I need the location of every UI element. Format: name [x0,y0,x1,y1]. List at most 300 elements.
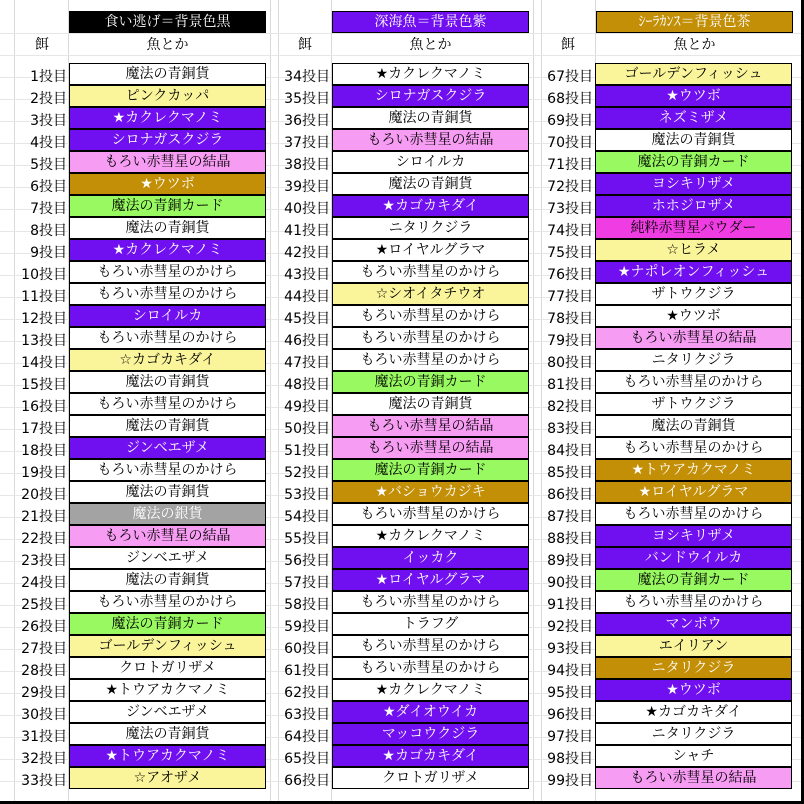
catch-cell[interactable]: ★カクレクマノミ [69,107,266,129]
throw-number: 81投目 [547,377,593,393]
catch-cell[interactable]: もろい赤彗星のかけら [332,503,529,525]
table-row [543,108,793,130]
throw-number: 21投目 [21,509,67,525]
throw-number: 60投目 [284,641,330,657]
throw-number: 92投目 [547,619,593,635]
throw-number: 37投目 [284,135,330,151]
catch-cell[interactable]: もろい赤彗星の結晶 [69,525,266,547]
throw-number: 26投目 [21,619,67,635]
table-row [543,482,793,504]
catch-cell[interactable]: 魔法の青銅貨 [69,415,266,437]
throw-number: 80投目 [547,355,593,371]
table-row [17,768,267,790]
table-row [543,526,793,548]
catch-cell[interactable]: もろい赤彗星の結晶 [595,767,792,789]
table-row [280,768,530,790]
catch-cell[interactable]: 魔法の青銅カード [595,569,792,591]
throw-number: 78投目 [547,311,593,327]
throw-number: 66投目 [284,773,330,789]
table-row [280,746,530,768]
throw-number: 72投目 [547,179,593,195]
table-row [543,592,793,614]
throw-number: 62投目 [284,685,330,701]
table-row [280,482,530,504]
table-row [543,328,793,350]
catch-cell[interactable]: ホホジロザメ [595,195,792,217]
throw-number: 87投目 [547,509,593,525]
table-row [543,284,793,306]
throw-number: 23投目 [21,553,67,569]
throw-number: 6投目 [30,179,67,195]
catch-cell[interactable]: ピンクカッパ [69,85,266,107]
table-row [280,218,530,240]
catch-cell[interactable]: ★ウツボ [69,173,266,195]
table-row [17,240,267,262]
catch-cell[interactable]: ジンベエザメ [69,547,266,569]
throw-number: 38投目 [284,157,330,173]
catch-cell[interactable]: ☆アオザメ [69,767,266,789]
catch-cell[interactable]: ニタリクジラ [332,217,529,239]
catch-cell[interactable]: ジンベエザメ [69,701,266,723]
throw-number: 27投目 [21,641,67,657]
table-row [280,658,530,680]
catch-cell[interactable]: ★トウアカクマノミ [69,745,266,767]
throw-number: 75投目 [547,245,593,261]
catch-cell[interactable]: もろい赤彗星のかけら [69,591,266,613]
table-row [280,306,530,328]
table-row [543,504,793,526]
throw-number: 4投目 [30,135,67,151]
header-fish: 魚とか [146,37,189,53]
table-row [17,746,267,768]
throw-number: 73投目 [547,201,593,217]
table-row [280,64,530,86]
table-row [17,614,267,636]
throw-number: 56投目 [284,553,330,569]
table-row [543,460,793,482]
catch-cell[interactable]: ★カクレクマノミ [69,239,266,261]
throw-number: 77投目 [547,289,593,305]
table-row [280,394,530,416]
throw-number: 12投目 [21,311,67,327]
table-row [280,262,530,284]
catch-cell[interactable]: もろい赤彗星のかけら [69,459,266,481]
catch-cell[interactable]: 魔法の青銅貨 [69,569,266,591]
catch-cell[interactable]: ★ナポレオンフィッシュ [595,261,792,283]
table-row [280,328,530,350]
header-bait: 餌 [298,37,312,53]
results-column [543,64,793,790]
table-row [17,152,267,174]
throw-number: 41投目 [284,223,330,239]
legend-coelacanth: ｼｰﾗｶﾝｽ＝背景色茶 [596,11,793,33]
grid-line [0,33,801,34]
throw-number: 43投目 [284,267,330,283]
throw-number: 61投目 [284,663,330,679]
catch-cell[interactable]: 魔法の青銅貨 [69,723,266,745]
throw-number: 3投目 [30,113,67,129]
catch-cell[interactable]: ★カクレクマノミ [332,63,529,85]
table-row [17,482,267,504]
throw-number: 29投目 [21,685,67,701]
catch-cell[interactable]: トラフグ [332,613,529,635]
catch-cell[interactable]: 魔法の青銅貨 [332,173,529,195]
throw-number: 7投目 [30,201,67,217]
throw-number: 22投目 [21,531,67,547]
table-row [280,284,530,306]
header-fish: 魚とか [673,37,716,53]
table-row [543,196,793,218]
catch-cell[interactable]: ★バショウカジキ [332,481,529,503]
catch-cell[interactable]: もろい赤彗星のかけら [332,349,529,371]
throw-number: 47投目 [284,355,330,371]
catch-cell[interactable]: ジンベエザメ [69,437,266,459]
catch-cell[interactable]: もろい赤彗星のかけら [69,327,266,349]
catch-cell[interactable]: ゴールデンフィッシュ [69,635,266,657]
throw-number: 46投目 [284,333,330,349]
catch-cell[interactable]: もろい赤彗星のかけら [332,591,529,613]
table-row [17,262,267,284]
throw-number: 9投目 [30,245,67,261]
table-row [543,350,793,372]
catch-cell[interactable]: シロイルカ [332,151,529,173]
throw-number: 65投目 [284,751,330,767]
catch-cell[interactable]: マンボウ [595,613,792,635]
catch-cell[interactable]: もろい赤彗星のかけら [69,393,266,415]
catch-cell[interactable]: ★ウツボ [595,305,792,327]
throw-number: 48投目 [284,377,330,393]
table-row [280,152,530,174]
throw-number: 30投目 [21,707,67,723]
table-row [543,86,793,108]
throw-number: 91投目 [547,597,593,613]
throw-number: 31投目 [21,729,67,745]
catch-cell[interactable]: もろい赤彗星のかけら [595,371,792,393]
throw-number: 19投目 [21,465,67,481]
table-row [543,548,793,570]
table-row [17,570,267,592]
catch-cell[interactable]: 魔法の青銅カード [595,151,792,173]
catch-cell[interactable]: 魔法の青銅貨 [69,63,266,85]
table-row [280,460,530,482]
catch-cell[interactable]: 魔法の青銅カード [332,459,529,481]
catch-cell[interactable]: マッコウクジラ [332,723,529,745]
catch-cell[interactable]: ★カゴカキダイ [595,701,792,723]
catch-cell[interactable]: ★カクレクマノミ [332,525,529,547]
table-row [543,416,793,438]
throw-number: 84投目 [547,443,593,459]
throw-number: 51投目 [284,443,330,459]
catch-cell[interactable]: もろい赤彗星のかけら [595,437,792,459]
table-row [543,438,793,460]
header-bait: 餌 [35,37,49,53]
catch-cell[interactable]: 魔法の銀貨 [69,503,266,525]
catch-cell[interactable]: 魔法の青銅貨 [69,371,266,393]
table-row [543,768,793,790]
catch-cell[interactable]: ★ロイヤルグラマ [332,569,529,591]
table-row [17,592,267,614]
table-row [543,724,793,746]
catch-cell[interactable]: ★トウアカクマノミ [69,679,266,701]
throw-number: 88投目 [547,531,593,547]
catch-cell[interactable]: ★ウツボ [595,85,792,107]
catch-cell[interactable]: 魔法の青銅カード [69,195,266,217]
table-row [543,614,793,636]
table-row [17,680,267,702]
table-row [17,284,267,306]
table-row [543,746,793,768]
throw-number: 98投目 [547,751,593,767]
throw-number: 36投目 [284,113,330,129]
throw-number: 25投目 [21,597,67,613]
catch-cell[interactable]: 魔法の青銅貨 [69,217,266,239]
table-row [543,636,793,658]
catch-cell[interactable]: もろい赤彗星のかけら [69,283,266,305]
catch-cell[interactable]: ★カゴカキダイ [332,195,529,217]
catch-cell[interactable]: もろい赤彗星の結晶 [332,415,529,437]
table-row [543,262,793,284]
table-row [17,196,267,218]
catch-cell[interactable]: 魔法の青銅貨 [332,393,529,415]
table-row [543,240,793,262]
header-fish: 魚とか [409,37,452,53]
catch-cell[interactable]: シロイルカ [69,305,266,327]
throw-number: 58投目 [284,597,330,613]
table-row [280,438,530,460]
throw-number: 69投目 [547,113,593,129]
throw-number: 89投目 [547,553,593,569]
throw-number: 24投目 [21,575,67,591]
table-row [17,702,267,724]
catch-cell[interactable]: 魔法の青銅カード [332,371,529,393]
legend-eat-and-run: 食い逃げ＝背景色黒 [69,11,266,33]
catch-cell[interactable]: もろい赤彗星のかけら [332,657,529,679]
catch-cell[interactable]: ★カゴカキダイ [332,745,529,767]
catch-cell[interactable]: もろい赤彗星のかけら [332,635,529,657]
table-row [17,724,267,746]
table-row [17,548,267,570]
table-row [17,108,267,130]
throw-number: 11投目 [21,289,67,305]
throw-number: 59投目 [284,619,330,635]
catch-cell[interactable]: ヨシキリザメ [595,525,792,547]
catch-cell[interactable]: 魔法の青銅カード [69,613,266,635]
catch-cell[interactable]: ザトウクジラ [595,283,792,305]
catch-cell[interactable]: ★カクレクマノミ [332,679,529,701]
catch-cell[interactable]: ヨシキリザメ [595,173,792,195]
throw-number: 94投目 [547,663,593,679]
table-row [280,614,530,636]
catch-cell[interactable]: もろい赤彗星のかけら [69,261,266,283]
table-row [17,86,267,108]
throw-number: 90投目 [547,575,593,591]
catch-cell[interactable]: エイリアン [595,635,792,657]
throw-number: 68投目 [547,91,593,107]
catch-cell[interactable]: もろい赤彗星のかけら [595,503,792,525]
table-row [280,416,530,438]
throw-number: 95投目 [547,685,593,701]
throw-number: 97投目 [547,729,593,745]
catch-cell[interactable]: もろい赤彗星のかけら [332,261,529,283]
table-row [17,350,267,372]
catch-cell[interactable]: ニタリクジラ [595,723,792,745]
catch-cell[interactable]: ニタリクジラ [595,657,792,679]
table-row [543,658,793,680]
table-row [280,504,530,526]
throw-number: 40投目 [284,201,330,217]
table-row [543,680,793,702]
catch-cell[interactable]: もろい赤彗星の結晶 [332,437,529,459]
table-row [280,570,530,592]
throw-number: 82投目 [547,399,593,415]
table-row [17,636,267,658]
table-row [17,394,267,416]
table-row [17,174,267,196]
throw-number: 49投目 [284,399,330,415]
table-row [280,702,530,724]
table-row [543,218,793,240]
throw-number: 50投目 [284,421,330,437]
throw-number: 63投目 [284,707,330,723]
catch-cell[interactable]: ★ウツボ [595,679,792,701]
table-row [543,570,793,592]
throw-number: 96投目 [547,707,593,723]
table-row [280,526,530,548]
table-row [17,218,267,240]
throw-number: 45投目 [284,311,330,327]
catch-cell[interactable]: ☆ヒラメ [595,239,792,261]
table-row [543,130,793,152]
catch-cell[interactable]: ★ロイヤルグラマ [595,481,792,503]
throw-number: 14投目 [21,355,67,371]
catch-cell[interactable]: もろい赤彗星のかけら [332,327,529,349]
throw-number: 32投目 [21,751,67,767]
header-bait: 餌 [561,37,575,53]
table-row [280,86,530,108]
throw-number: 28投目 [21,663,67,679]
throw-number: 52投目 [284,465,330,481]
catch-cell[interactable]: ゴールデンフィッシュ [595,63,792,85]
catch-cell[interactable]: バンドウイルカ [595,547,792,569]
legend-deep-sea-fish: 深海魚＝背景色紫 [332,11,529,33]
catch-cell[interactable]: もろい赤彗星のかけら [332,305,529,327]
table-row [280,636,530,658]
throw-number: 67投目 [547,69,593,85]
catch-cell[interactable]: ネズミザメ [595,107,792,129]
throw-number: 13投目 [21,333,67,349]
catch-cell[interactable]: もろい赤彗星の結晶 [69,151,266,173]
throw-number: 5投目 [30,157,67,173]
table-row [17,130,267,152]
throw-number: 85投目 [547,465,593,481]
throw-number: 54投目 [284,509,330,525]
throw-number: 10投目 [21,267,67,283]
catch-cell[interactable]: クロトガリザメ [332,767,529,789]
table-row [280,350,530,372]
table-row [280,372,530,394]
table-row [543,702,793,724]
table-row [543,64,793,86]
results-column [17,64,267,790]
throw-number: 42投目 [284,245,330,261]
throw-number: 99投目 [547,773,593,789]
table-row [280,196,530,218]
catch-cell[interactable]: ザトウクジラ [595,393,792,415]
catch-cell[interactable]: クロトガリザメ [69,657,266,679]
catch-cell[interactable]: シロナガスクジラ [332,85,529,107]
table-row [17,372,267,394]
throw-number: 44投目 [284,289,330,305]
throw-number: 16投目 [21,399,67,415]
table-row [17,658,267,680]
catch-cell[interactable]: 魔法の青銅貨 [595,415,792,437]
catch-cell[interactable]: イッカク [332,547,529,569]
throw-number: 15投目 [21,377,67,393]
catch-cell[interactable]: もろい赤彗星の結晶 [595,327,792,349]
table-row [280,174,530,196]
catch-cell[interactable]: ★トウアカクマノミ [595,459,792,481]
table-row [17,504,267,526]
throw-number: 1投目 [30,69,67,85]
table-row [17,306,267,328]
catch-cell[interactable]: 魔法の青銅貨 [595,129,792,151]
throw-number: 70投目 [547,135,593,151]
results-column [280,64,530,790]
catch-cell[interactable]: ニタリクジラ [595,349,792,371]
table-row [280,592,530,614]
catch-cell[interactable]: 純粋赤彗星パウダー [595,217,792,239]
throw-number: 93投目 [547,641,593,657]
throw-number: 53投目 [284,487,330,503]
catch-cell[interactable]: ★ダイオウイカ [332,701,529,723]
table-row [17,438,267,460]
throw-number: 18投目 [21,443,67,459]
catch-cell[interactable]: ☆カゴカキダイ [69,349,266,371]
catch-cell[interactable]: シャチ [595,745,792,767]
throw-number: 2投目 [30,91,67,107]
throw-number: 33投目 [21,773,67,789]
throw-number: 57投目 [284,575,330,591]
table-row [17,416,267,438]
throw-number: 17投目 [21,421,67,437]
table-row [280,724,530,746]
table-row [543,394,793,416]
throw-number: 8投目 [30,223,67,239]
catch-cell[interactable]: 魔法の青銅貨 [332,107,529,129]
catch-cell[interactable]: ★ロイヤルグラマ [332,239,529,261]
throw-number: 76投目 [547,267,593,283]
table-row [17,328,267,350]
table-row [17,460,267,482]
table-row [543,152,793,174]
catch-cell[interactable]: もろい赤彗星の結晶 [332,129,529,151]
table-row [543,174,793,196]
catch-cell[interactable]: 魔法の青銅貨 [69,481,266,503]
table-row [280,130,530,152]
table-row [280,680,530,702]
catch-cell[interactable]: シロナガスクジラ [69,129,266,151]
throw-number: 34投目 [284,69,330,85]
throw-number: 74投目 [547,223,593,239]
throw-number: 64投目 [284,729,330,745]
catch-cell[interactable]: ☆シオイタチウオ [332,283,529,305]
table-row [543,306,793,328]
table-row [280,108,530,130]
catch-cell[interactable]: もろい赤彗星のかけら [595,591,792,613]
throw-number: 20投目 [21,487,67,503]
throw-number: 86投目 [547,487,593,503]
table-row [543,372,793,394]
